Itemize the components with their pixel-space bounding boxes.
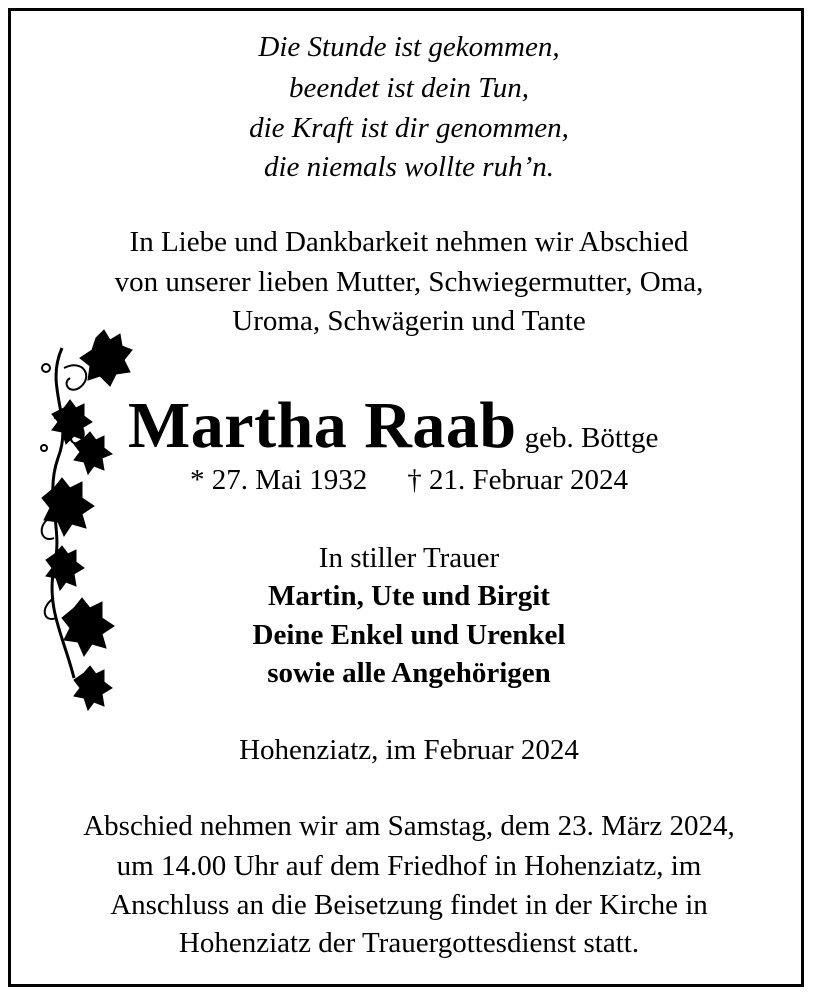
mourners-line-2: Deine Enkel und Urenkel [252,619,566,651]
service-line-1: Abschied nehmen wir am Samstag, dem 23. März 2024, [83,810,735,842]
intro-line-3: Uroma, Schwägerin und Tante [232,305,586,337]
poem-line-3: die Kraft ist dir genommen, [249,112,569,144]
place-date: Hohenziatz, im Februar 2024 [239,734,579,766]
maiden-name: geb. Böttge [524,422,659,454]
deceased-name: Martha Raab [128,389,517,462]
deceased-name-row [128,388,658,464]
mourners-line-1: Martin, Ute und Birgit [268,580,550,612]
death-date: † 21. Februar 2024 [407,464,628,496]
poem-line-1: Die Stunde ist gekommen, [258,31,560,63]
intro-line-1: In Liebe und Dankbarkeit nehmen wir Abschied [129,226,689,258]
life-dates [0,464,818,497]
service-line-3: Anschluss an die Beisetzung findet in der Kirche in [110,889,708,921]
service-line-2: um 14.00 Uhr auf dem Friedhof in Hohenziatz, im [116,850,702,882]
mourners-intro: In stiller Trauer [318,542,500,574]
intro-line-2: von unserer lieben Mutter, Schwiegermutter, Oma, [114,266,704,298]
birth-date: * 27. Mai 1932 [190,464,368,496]
poem-line-2: beendet ist dein Tun, [288,72,530,104]
mourners-line-3: sowie alle Angehörigen [267,657,551,689]
poem-line-4: die niemals wollte ruh’n. [264,151,554,183]
service-line-4: Hohenziatz der Trauergottesdienst statt. [178,927,640,959]
